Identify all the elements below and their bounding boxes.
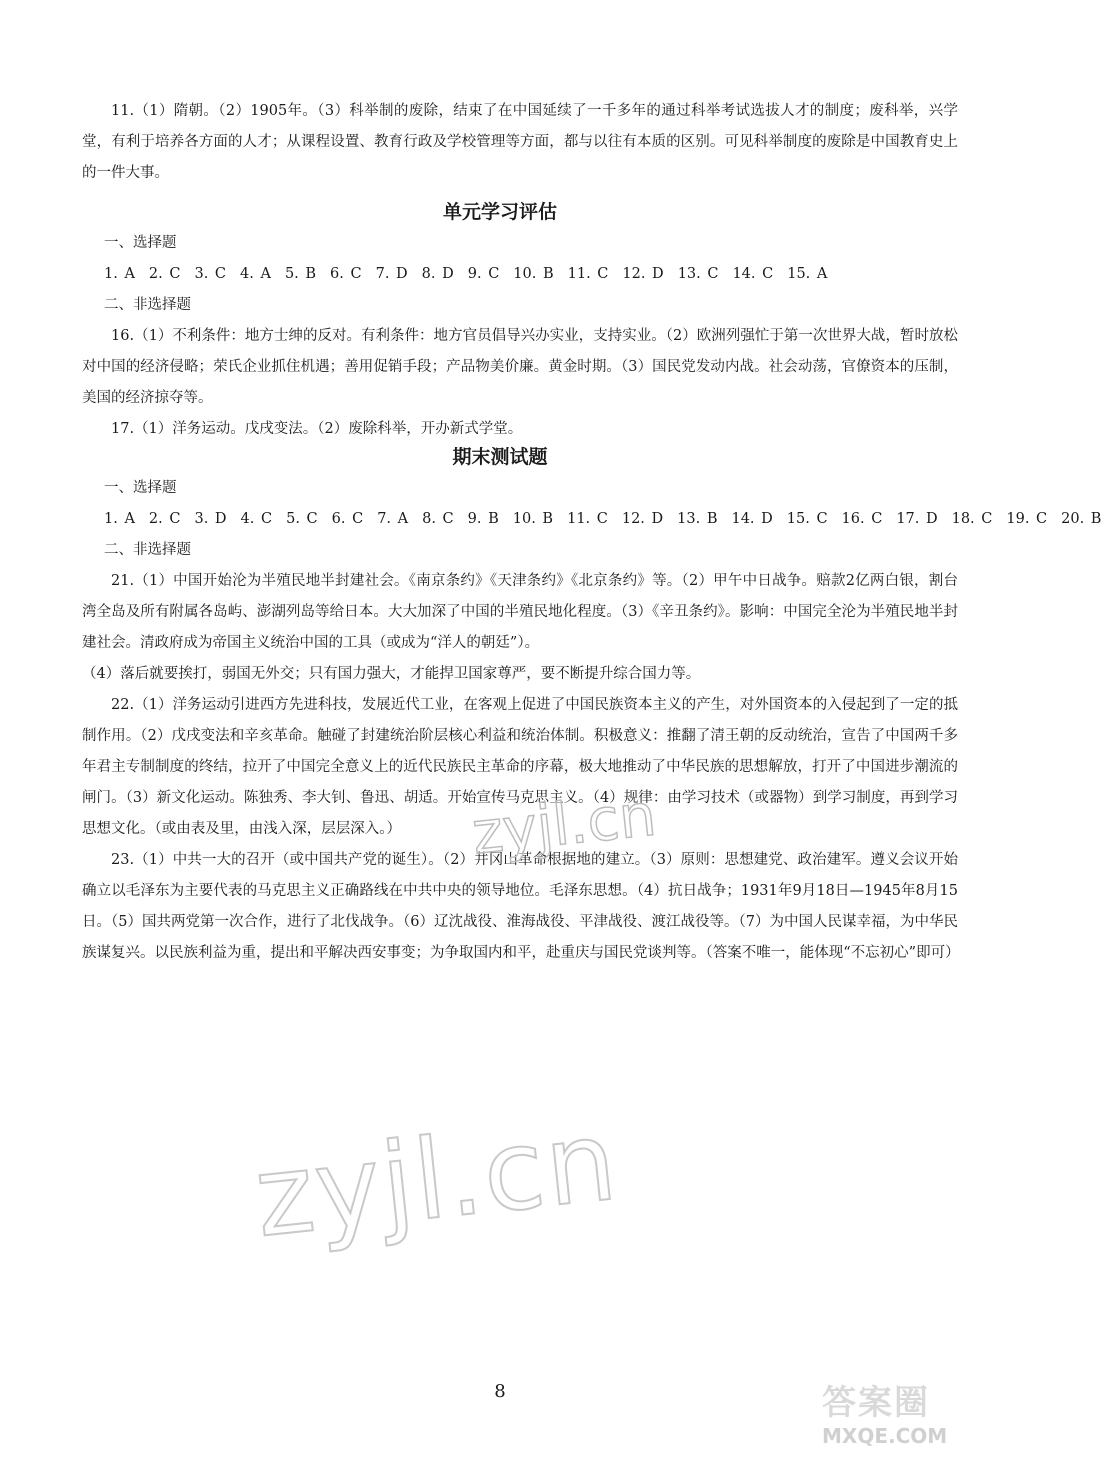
answer-item: 7. D [375,266,408,282]
answer-item: 2. C [148,511,181,527]
unit-assessment-title: 单元学习评估 [442,201,557,223]
answer-item: 1. A [104,511,135,527]
answer-item: 12. D [621,511,664,527]
answer-item: 17. D [896,511,938,527]
answer-item: 7. A [377,511,409,527]
answer-item: 5. C [286,511,318,527]
logo-mark: 答案圈 [822,1383,930,1423]
unit-nonchoice-label: 二、非选择题 [104,297,191,313]
corner-logo [822,1375,972,1455]
q23-answer: 23.（1）中共一大的召开（或中国共产党的诞生）。（2）井冈山革命根据地的建立。（3）原则：思想建党、政治建军。遵义会议开始确立以毛泽东为主要代表的马克思主义正确路线在中共中央的领导地位。毛泽东思想。（4）抗日战争；1931年9月18日—1945年8月15日。（5）国共两党第一次合作，进行了北伐战争。（6）辽沈战役、淮海战役、平津战役、渡江战役等。（7）为中国人民谋幸福，为中华民族谋复兴。以民族利益为重，提出和平解决西安事变；为争取国内和平，赴重庆与国民党谈判等。（答案不唯一，能体现“不忘初心”即可） [82,852,960,961]
answer-item: 8. D [421,266,454,282]
final-choice-label: 一、选择题 [104,480,177,496]
unit-assessment-section [82,228,958,445]
answer-item: 13. B [677,511,718,527]
final-exam-section [82,473,1102,969]
watermark-small: zyjl.cn [468,780,660,868]
answer-item: 13. C [677,266,719,282]
answer-item: 10. B [512,511,554,527]
answer-item: 10. B [513,266,554,282]
answer-item: 1. A [104,266,135,282]
answer-item: 6. C [330,266,362,282]
answer-item: 15. A [787,266,828,282]
final-exam-title: 期末测试题 [452,446,548,468]
answer-item: 5. B [284,266,317,282]
answer-item: 15. C [786,511,828,527]
q21-answer-continued: （4）落后就要挨打，弱国无外交；只有国力强大，才能捍卫国家尊严，要不断提升综合国力等。 [82,666,701,682]
answer-item: 6. C [331,511,364,527]
answer-item: 12. D [622,266,664,282]
q17-answer: 17.（1）洋务运动。戊戌变法。（2）废除科举，开办新式学堂。 [111,421,523,437]
q16-answer: 16.（1）不利条件：地方士绅的反对。有利条件：地方官员倡导兴办实业，支持实业。（2）欧洲列强忙于第一次世界大战，暂时放松对中国的经济侵略；荣氏企业抓住机遇；善用促销手段；产品物美价廉。黄金时期。（3）国民党发动内战。社会动荡，官僚资本的压制，美国的经济掠夺等。 [82,328,958,406]
answer-item: 14. C [732,266,774,282]
answer-item: 11. C [567,511,608,527]
page-number: 8 [494,1381,506,1402]
unit-choice-label: 一、选择题 [104,235,177,251]
answer-item: 14. D [731,511,773,527]
answer-item: 20. B [1061,511,1102,527]
q11-block [82,96,958,189]
answer-item: 2. C [148,266,181,282]
final-nonchoice-label: 二、非选择题 [104,542,191,558]
answer-item: 18. C [951,511,993,527]
watermark-large: zyjl.cn [249,1096,624,1262]
unit-choice-answers [82,259,958,290]
answer-item: 4. A [240,266,271,282]
answer-item: 16. C [841,511,883,527]
answer-item: 9. B [467,511,499,527]
answer-item: 8. C [422,511,454,527]
answer-item: 9. C [467,266,500,282]
answer-item: 3. C [194,266,227,282]
answer-item: 19. C [1006,511,1048,527]
q11-answer: 11.（1）隋朝。（2）1905年。（3）科举制的废除，结束了在中国延续了一千多年的通过科举考试选拔人才的制度；废科举，兴学堂，有利于培养各方面的人才；从课程设置、教育行政及学校管理等方面，都与以往有本质的区别。可见科举制度的废除是中国教育史上的一件大事。 [82,103,958,181]
logo-domain: MXQE.COM [822,1424,948,1448]
q21-answer: 21.（1）中国开始沦为半殖民地半封建社会。《南京条约》《天津条约》《北京条约》等。（2）甲午中日战争。赔款2亿两白银，割台湾全岛及所有附属各岛屿、澎湖列岛等给日本。大大加深了中国的半殖民地化程度。（3）《辛丑条约》。影响：中国完全沦为半殖民地半封建社会。清政府成为帝国主义统治中国的工具（或成为“洋人的朝廷”）。 [82,573,958,651]
final-choice-answers [82,504,1102,535]
answer-item: 4. C [240,511,273,527]
q22-answer: 22.（1）洋务运动引进西方先进科技，发展近代工业，在客观上促进了中国民族资本主义的产生，对外国资本的入侵起到了一定的抵制作用。（2）戊戌变法和辛亥革命。触碰了封建统治阶层核心利益和统治体制。积极意义：推翻了清王朝的反动统治，宣告了中国两千多年君主专制制度的终结，拉开了中国完全意义上的近代民族民主革命的序幕，极大地推动了中华民族的思想解放，打开了中国进步潮流的闸门。（3）新文化运动。陈独秀、李大钊、鲁迅、胡适。开始宣传马克思主义。（4）规律：由学习技术（或器物）到学习制度，再到学习思想文化。（或由表及里，由浅入深，层层深入。） [82,697,958,837]
answer-item: 3. D [194,511,227,527]
answer-item: 11. C [567,266,609,282]
